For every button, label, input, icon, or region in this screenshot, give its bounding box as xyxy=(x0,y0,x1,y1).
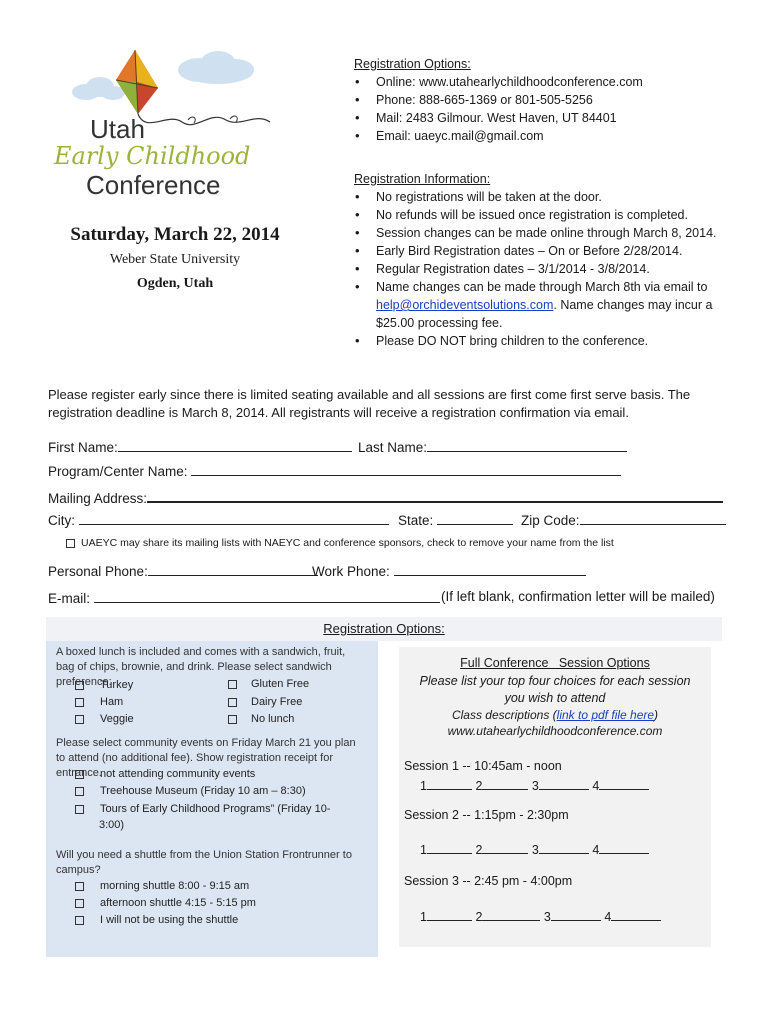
community-intro: Please select community events on Friday March 21 you plan to attend (no additional fee). Show registration receipt for entrance. xyxy=(56,737,356,779)
community-none-checkbox[interactable] xyxy=(75,770,84,779)
event-city: Ogden, Utah xyxy=(136,276,214,291)
first-name-label: First Name: xyxy=(48,440,118,455)
lunch-ham-label: Ham xyxy=(100,696,124,708)
options-banner xyxy=(46,617,722,641)
community-none-label: not attending community events xyxy=(100,768,256,780)
s1-choice-4[interactable] xyxy=(599,776,649,790)
s2-choice-3-num: 3 xyxy=(531,843,539,857)
info-early-bird: • Early Bird Registration dates – On or Before 2/28/2014. xyxy=(354,242,754,260)
s1-choice-2-num: 2 xyxy=(475,779,483,793)
info-regular: • Regular Registration dates – 3/1/2014 - 3/8/2014. xyxy=(354,260,754,278)
lunch-veggie-checkbox[interactable] xyxy=(75,715,84,724)
lunch-gluten-free-label: Gluten Free xyxy=(251,678,310,690)
s3-choice-4-num: 4 xyxy=(604,910,612,924)
program-input[interactable] xyxy=(191,462,621,476)
personal-phone-input[interactable] xyxy=(148,562,318,576)
mailing-input[interactable] xyxy=(147,488,723,503)
lunch-dairy-free[interactable] xyxy=(228,696,302,708)
zip-input[interactable] xyxy=(580,511,726,525)
s1-choice-3-num: 3 xyxy=(531,779,539,793)
info-session-changes: • Session changes can be made online through March 8, 2014. xyxy=(354,224,754,242)
lunch-turkey-checkbox[interactable] xyxy=(75,681,84,690)
lunch-no-lunch-checkbox[interactable] xyxy=(228,715,237,724)
last-name-input[interactable] xyxy=(427,438,627,452)
lunch-veggie[interactable] xyxy=(75,713,134,725)
s3-choice-1[interactable] xyxy=(427,907,472,921)
logo-text-early-childhood: Early Childhood xyxy=(54,142,251,170)
lunch-gluten-free[interactable] xyxy=(228,678,309,690)
s1-choice-3[interactable] xyxy=(539,776,589,790)
lunch-ham-checkbox[interactable] xyxy=(75,698,84,707)
s3-choice-2[interactable] xyxy=(482,907,540,921)
s3-choice-3[interactable] xyxy=(551,907,601,921)
registration-info-list xyxy=(354,188,754,350)
share-notice-text: UAEYC may share its mailing lists with NAEYC and conference sponsors, check to remove your name from the list xyxy=(81,537,614,549)
mailing-row xyxy=(48,488,723,506)
class-descriptions xyxy=(399,708,711,722)
s2-choice-2-num: 2 xyxy=(475,843,483,857)
last-name-row xyxy=(358,438,627,455)
registration-info-heading: Registration Information: xyxy=(354,172,491,186)
zip-label: Zip Code: xyxy=(521,513,580,528)
name-change-prefix: Name changes can be made through March 8th via email to xyxy=(376,280,708,294)
pdf-link[interactable]: link to pdf file here xyxy=(556,708,655,722)
s2-choice-3[interactable] xyxy=(539,840,589,854)
info-no-children: • Please DO NOT bring children to the conference. xyxy=(354,332,754,350)
event-venue: Weber State University xyxy=(109,252,241,267)
s2-choice-1-num: 1 xyxy=(420,843,427,857)
lunch-veggie-label: Veggie xyxy=(100,713,134,725)
email-row xyxy=(48,589,440,606)
registration-info-section xyxy=(354,171,754,350)
first-name-input[interactable] xyxy=(118,438,352,452)
session-instructions-1: Please list your top four choices for each session xyxy=(419,674,691,688)
options-banner-title: Registration Options: xyxy=(323,621,445,636)
community-treehouse-checkbox[interactable] xyxy=(75,787,84,796)
s3-choice-3-num: 3 xyxy=(543,910,551,924)
session-2-label: Session 2 -- 1:15pm - 2:30pm xyxy=(404,808,569,822)
registration-options-section xyxy=(354,56,754,145)
lunch-dairy-free-label: Dairy Free xyxy=(251,696,303,708)
lunch-no-lunch-label: No lunch xyxy=(251,713,295,725)
s1-choice-2[interactable] xyxy=(482,776,528,790)
community-tours-checkbox[interactable] xyxy=(75,805,84,814)
last-name-label: Last Name: xyxy=(358,440,428,455)
s3-choice-2-num: 2 xyxy=(475,910,483,924)
session-3-choices xyxy=(420,907,661,924)
logo-text-conference: Conference xyxy=(86,170,221,200)
community-treehouse-label: Treehouse Museum (Friday 10 am – 8:30) xyxy=(100,785,306,797)
email-note: (If left blank, confirmation letter will be mailed) xyxy=(441,589,715,604)
s1-choice-4-num: 4 xyxy=(592,779,600,793)
city-label: City: xyxy=(48,513,75,528)
s3-choice-4[interactable] xyxy=(611,907,661,921)
s1-choice-1[interactable] xyxy=(427,776,472,790)
share-notice-row xyxy=(66,537,614,549)
city-row xyxy=(48,511,389,528)
shuttle-morning-label: morning shuttle 8:00 - 9:15 am xyxy=(100,880,250,892)
session-options-title: Full Conference Session Options xyxy=(460,656,650,670)
event-date: Saturday, March 22, 2014 xyxy=(70,224,280,245)
info-no-door: • No registrations will be taken at the door. xyxy=(354,188,754,206)
work-phone-input[interactable] xyxy=(394,562,586,576)
program-label: Program/Center Name: xyxy=(48,464,188,479)
city-input[interactable] xyxy=(79,511,389,525)
lunch-turkey[interactable] xyxy=(75,679,133,691)
info-no-refunds: • No refunds will be issued once registration is completed. xyxy=(354,206,754,224)
shuttle-afternoon[interactable] xyxy=(75,897,256,909)
share-optout-checkbox[interactable] xyxy=(66,539,75,548)
work-phone-label: Work Phone: xyxy=(312,564,390,579)
state-input[interactable] xyxy=(437,511,513,525)
option-phone: • Phone: 888-665-1369 or 801-505-5256 xyxy=(354,91,754,109)
shuttle-none-checkbox[interactable] xyxy=(75,916,84,925)
help-email-link[interactable]: help@orchideventsolutions.com xyxy=(376,298,554,312)
lunch-dairy-free-checkbox[interactable] xyxy=(228,698,237,707)
option-online: • Online: www.utahearlychildhoodconference.com xyxy=(354,73,754,91)
session-2-choices xyxy=(420,840,649,857)
session-1-choices xyxy=(420,776,649,793)
email-label: E-mail: xyxy=(48,591,91,606)
personal-phone-label: Personal Phone: xyxy=(48,564,148,579)
community-tours[interactable] xyxy=(75,803,330,815)
s2-choice-4[interactable] xyxy=(599,840,649,854)
email-input[interactable] xyxy=(94,589,440,603)
shuttle-morning[interactable] xyxy=(75,880,249,892)
state-row xyxy=(398,511,513,528)
s2-choice-4-num: 4 xyxy=(592,843,600,857)
community-treehouse[interactable] xyxy=(75,785,306,797)
state-label: State: xyxy=(398,513,434,528)
s1-choice-1-num: 1 xyxy=(420,779,427,793)
shuttle-afternoon-checkbox[interactable] xyxy=(75,899,84,908)
lunch-no-lunch[interactable] xyxy=(228,713,294,725)
conference-logo xyxy=(50,42,280,202)
session-1-label: Session 1 -- 10:45am - noon xyxy=(404,759,562,773)
s2-choice-2[interactable] xyxy=(482,840,528,854)
lunch-gluten-free-checkbox[interactable] xyxy=(228,680,237,689)
session-instructions-2: you wish to attend xyxy=(504,691,606,705)
community-none[interactable] xyxy=(75,768,255,780)
shuttle-morning-checkbox[interactable] xyxy=(75,882,84,891)
community-tours-label: Tours of Early Childhood Programs” (Friday 10- xyxy=(100,803,331,815)
program-row xyxy=(48,462,621,479)
lunch-turkey-label: Turkey xyxy=(100,679,134,691)
class-desc-prefix: Class descriptions ( xyxy=(451,708,557,722)
community-tours-cont: 3:00) xyxy=(99,819,125,831)
option-email: • Email: uaeyc.mail@gmail.com xyxy=(354,127,754,145)
first-name-row xyxy=(48,438,352,455)
work-phone-row xyxy=(312,562,586,579)
shuttle-none-label: I will not be using the shuttle xyxy=(100,914,239,926)
logo-text-utah: Utah xyxy=(90,114,145,144)
shuttle-afternoon-label: afternoon shuttle 4:15 - 5:15 pm xyxy=(100,897,256,909)
mailing-label: Mailing Address: xyxy=(48,491,148,506)
option-mail: • Mail: 2483 Gilmour. West Haven, UT 84401 xyxy=(354,109,754,127)
class-desc-suffix: ) xyxy=(654,708,659,722)
zip-row xyxy=(521,511,726,528)
name-change-suffix: . Name changes may incur a $25.00 processing fee. xyxy=(376,298,713,330)
session-3-label: Session 3 -- 2:45 pm - 4:00pm xyxy=(404,874,573,888)
conference-website: www.utahearlychildhoodconference.com xyxy=(447,724,663,738)
intro-paragraph: Please register early since there is limited seating available and all sessions are first come first serve basis. The registration deadline is March 8, 2014. All registrants will receive a registration confirmation via email. xyxy=(48,387,691,420)
shuttle-intro: Will you need a shuttle from the Union Station Frontrunner to campus? xyxy=(56,849,352,876)
s3-choice-1-num: 1 xyxy=(420,910,427,924)
registration-options-heading: Registration Options: xyxy=(354,57,471,71)
info-name-changes xyxy=(354,278,716,332)
lunch-intro: A boxed lunch is included and comes with a sandwich, fruit, bag of chips, brownie, and drink. Please select sandwich preference: xyxy=(56,646,346,688)
s2-choice-1[interactable] xyxy=(427,840,472,854)
lunch-ham[interactable] xyxy=(75,696,123,708)
registration-options-list xyxy=(354,73,754,145)
shuttle-none[interactable] xyxy=(75,914,238,926)
personal-phone-row xyxy=(48,562,318,579)
